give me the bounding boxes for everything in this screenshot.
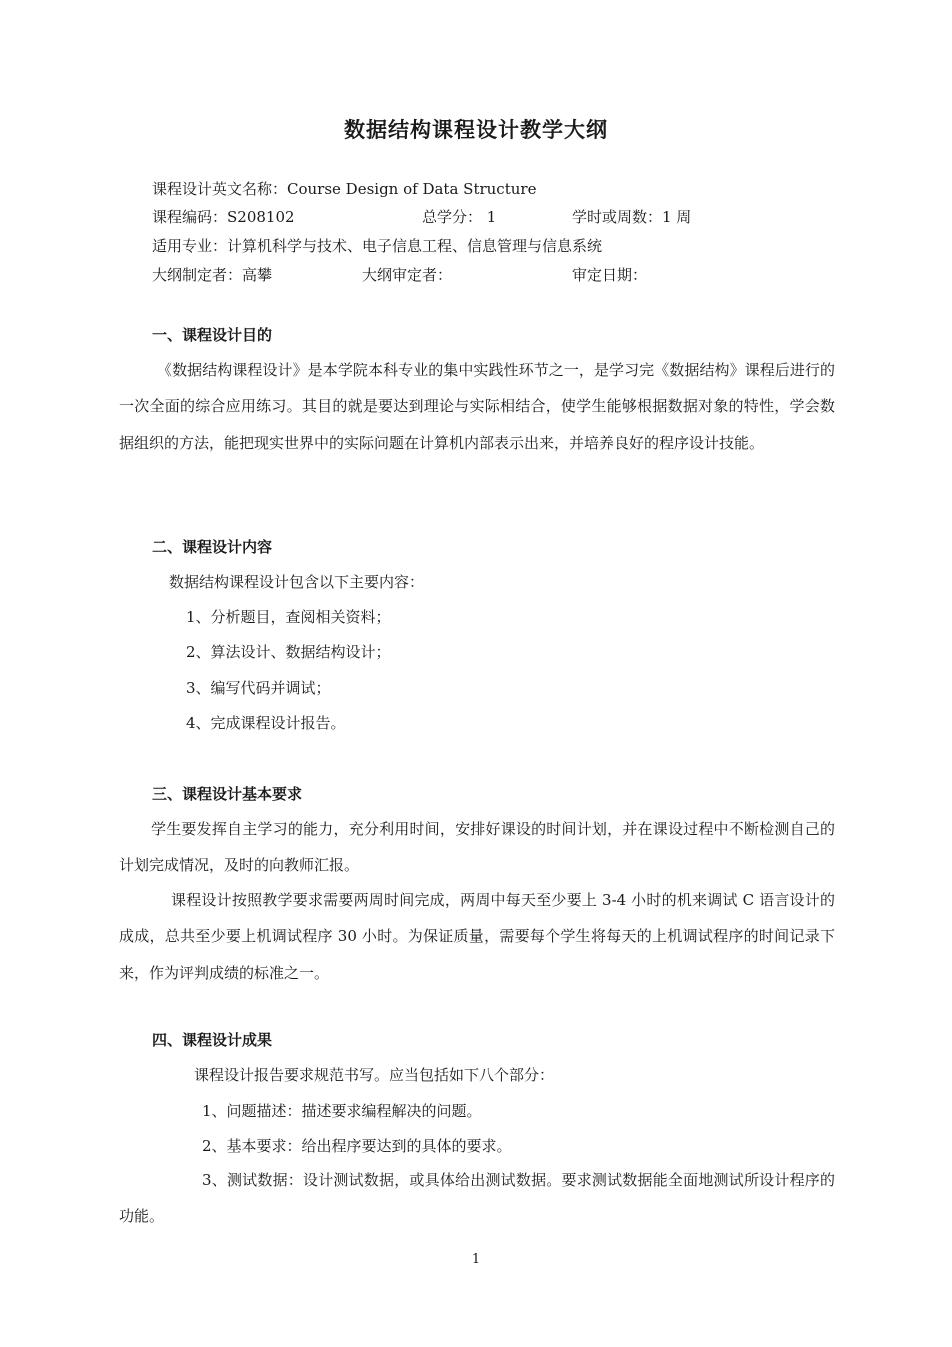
total-credits: 总学分： 1 bbox=[422, 208, 497, 226]
list-item: 3、测试数据：设计测试数据，或具体给出测试数据。要求测试数据能全面地测试所设计程序的功能。 bbox=[119, 1171, 835, 1226]
document-title: 数据结构课程设计教学大纲 bbox=[344, 118, 608, 142]
syllabus-reviewer: 大纲审定者： bbox=[362, 266, 453, 284]
hours-weeks: 学时或周数：1 周 bbox=[572, 208, 692, 226]
content-intro: 数据结构课程设计包含以下主要内容： bbox=[169, 573, 425, 591]
requirements-paragraph-2: 课程设计按照教学要求需要两周时间完成，两周中每天至少要上 3-4 小时的机来调试 C 语言设计的成成，总共至少要上机调试程序 30 小时。为保证质量，需要每个学生将每天的上机调试程序的时间记录下来，作为评判成绩的标准之一。 bbox=[119, 891, 835, 982]
page-number: 1 bbox=[471, 1252, 481, 1267]
english-name: 课程设计英文名称：Course Design of Data Structure bbox=[152, 180, 537, 198]
section-heading-content: 二、课程设计内容 bbox=[152, 538, 273, 556]
requirements-paragraph-1: 学生要发挥自主学习的能力，充分利用时间，安排好课设的时间计划，并在课设过程中不断检测自己的计划完成情况，及时的向教师汇报。 bbox=[119, 820, 835, 875]
syllabus-author: 大纲制定者：高攀 bbox=[152, 266, 273, 284]
list-item: 2、基本要求：给出程序要达到的具体的要求。 bbox=[202, 1137, 512, 1155]
section-heading-requirements: 三、课程设计基本要求 bbox=[152, 785, 303, 803]
list-item: 4、完成课程设计报告。 bbox=[186, 714, 346, 732]
list-item: 1、问题描述：描述要求编程解决的问题。 bbox=[202, 1102, 482, 1120]
review-date: 审定日期： bbox=[572, 266, 648, 284]
list-item: 3、编写代码并调试； bbox=[186, 679, 331, 697]
section-paragraph-purpose: 《数据结构课程设计》是本学院本科专业的集中实践性环节之一，是学习完《数据结构》课程后进行的一次全面的综合应用练习。其目的就是要达到理论与实际相结合，使学生能够根据数据对象的特性，学会数据组织的方法，能把现实世界中的实际问题在计算机内部表示出来，并培养良好的程序设计技能。 bbox=[119, 361, 835, 452]
section-heading-deliverables: 四、课程设计成果 bbox=[152, 1031, 273, 1049]
list-item: 1、分析题目，查阅相关资料； bbox=[186, 608, 391, 626]
section-heading-purpose: 一、课程设计目的 bbox=[152, 326, 273, 344]
course-code: 课程编码：S208102 bbox=[152, 208, 295, 226]
applicable-majors: 适用专业：计算机科学与技术、电子信息工程、信息管理与信息系统 bbox=[152, 237, 603, 255]
list-item: 2、算法设计、数据结构设计； bbox=[186, 643, 391, 661]
deliverables-intro: 课程设计报告要求规范书写。应当包括如下八个部分： bbox=[194, 1066, 555, 1084]
